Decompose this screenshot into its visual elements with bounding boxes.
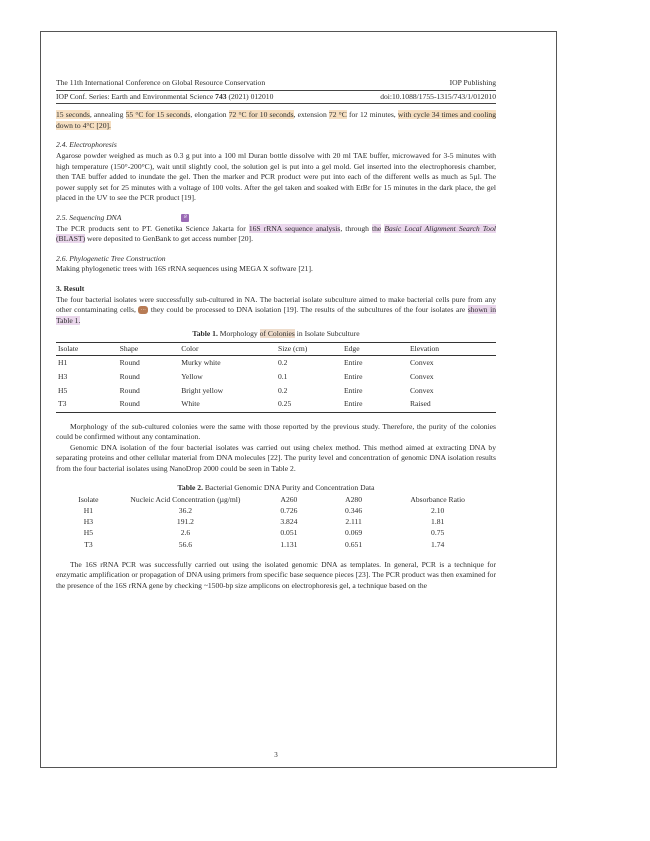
column-header: Nucleic Acid Concentration (µg/ml) [130,495,241,505]
column-header: A280 [345,495,363,505]
highlight[interactable]: the [372,223,382,233]
morphology-paragraph: Morphology of the sub-cultured colonies were the same with those reported by the previous study. Therefore, the purity of the colonies could be confirmed without any contamination. [56,421,496,442]
volume-number: 743 [215,91,227,101]
series-name: IOP Conf. Series: Earth and Environmental Science [56,91,216,101]
electrophoresis-paragraph: Agarose powder weighed as much as 0.3 g put into a 100 ml Duran bottle dissolve with 20 ml TAE buffer, microwaved for 3-5 minutes with high temperature (150°-200°C), wait until slightly cool, the solution gel is put into a gel mold. Gel inserted into the electrophoresis chamber, then TAE buffer added to inundate the gel. Then the marker and PCR product were put into each of the different wells as much as 5µl. The power supply set for 25 minutes with a voltage of 100 volts. After the gel taken and soaked with EtBr for 15 minutes in the dark place, the gel placed in the UV to see the PCR product [19]. [56,150,496,203]
comment-marker-icon[interactable]: 8 [181,214,189,222]
table-row: H3 Round Yellow 0.1 Entire Convex [58,371,434,381]
highlight[interactable]: 55 °C for 15 seconds [125,110,191,120]
highlight[interactable]: 16S rRNA sequence analysis [248,223,341,233]
table-row: H3 191.2 3.824 2.111 1.81 [83,517,445,527]
header-rule [56,90,496,91]
document-body [56,45,497,759]
table-row: H5 2.6 0.051 0.069 0.75 [83,528,445,538]
table1-caption: Table 1. Morphology of Colonies in Isolate Subculture [192,329,360,339]
column-header: Isolate [78,495,99,505]
highlight[interactable]: of Colonies [259,329,295,339]
publisher-name: IOP Publishing [449,78,496,87]
citation-rule [56,103,496,104]
table-row: H1 Round Murky white 0.2 Entire Convex [58,358,434,368]
column-header: Shape [118,342,180,356]
column-header: Color [179,342,276,356]
table1 [56,342,496,413]
page-number: 3 [274,751,278,759]
comment-bubble-icon[interactable]: … [138,306,148,314]
table2-caption: Table 2. Bacterial Genomic DNA Purity and Concentration Data [177,482,375,492]
result-paragraph: The four bacterial isolates were successfully sub-cultured in NA. The bacterial isolate subculture aimed to make bacterial cells pure from any other contaminating cells, … they could be processed to DNA isolation [19]. The results of the subcultures of the four isolates are shown in Table 1. [56,294,497,325]
phylogeny-paragraph: Making phylogenetic trees with 16S rRNA sequences using MEGA X software [21]. [56,264,313,274]
conference-name: The 11th International Conference on Global Resource Conservation [56,78,266,87]
table-header-row [60,495,491,506]
highlight[interactable]: with cycle 34 times and cooling down to 4°C [20]. [56,110,497,130]
highlight[interactable]: 15 seconds [56,110,90,120]
pcr-result-paragraph: The 16S rRNA PCR was successfully carried out using the isolated genomic DNA as templates. In general, PCR is a technique for enzymatic amplification or propagation of DNA using primers from specific base sequence pieces [23]. The PCR product was then examined for the presence of the 16S rRNA gene by checking ~1500-bp size amplicons on electrophoresis gel, a technique based on the [56,559,496,590]
column-header: A260 [280,495,298,505]
column-header: Edge [342,342,408,356]
citation-line [56,92,496,103]
section-title-phylogeny: 2.6. Phylogenetic Tree Construction [56,253,166,263]
table-header-row [56,342,496,356]
highlight[interactable]: 72 °C for 10 seconds [228,110,294,120]
column-header: Elevation [408,342,496,356]
dna-isolation-paragraph: Genomic DNA isolation of the four bacterial isolates was carried out using chelex method. This method aimed at extracting DNA by separating proteins and other cellular material from DNA molecules [22]. The purity level and concentration of genomic DNA isolation results from the four bacterial isolates using NanoDrop 2000 could be seen in Table 2. [56,442,496,473]
article-id: (2021) 012010 [226,91,274,101]
highlight[interactable]: shown in Table 1. [56,305,497,325]
section-title-sequencing: 2.5. Sequencing DNA 8 [56,213,496,224]
column-header: Absorbance Ratio [410,495,465,505]
column-header: Size (cm) [276,342,342,356]
table-row: T3 56.6 1.131 0.651 1.74 [84,539,445,549]
table2 [60,495,491,550]
highlight[interactable]: 72 °C [328,110,347,120]
highlight[interactable]: Basic Local Alignment Search Tool [384,223,496,233]
highlight[interactable]: (BLAST) [56,234,86,244]
sequencing-paragraph: The PCR products sent to PT. Genetika Science Jakarta for 16S rRNA sequence analysis, through the Basic Local Alignment Search Tool (BLAST) were deposited to GenBank to get access number [20]. [56,223,496,244]
table-row: T3 Round White 0.25 Entire Raised [58,399,431,409]
column-header: Isolate [56,342,118,356]
table-row: H5 Round Bright yellow 0.2 Entire Convex [58,385,434,395]
running-header [56,78,496,89]
section-title-result: 3. Result [56,283,85,293]
pcr-conditions-paragraph: 15 seconds, annealing 55 °C for 15 seconds, elongation 72 °C for 10 seconds, extension 72 °C for 12 minutes, with cycle 34 times and cooling down to 4°C [20]. [56,110,497,130]
section-title-electrophoresis: 2.4. Electrophoresis [56,140,117,150]
doi-link[interactable]: doi:10.1088/1755-1315/743/1/012010 [380,91,496,101]
table-row: H1 36.2 0.726 0.346 2.10 [83,506,445,516]
